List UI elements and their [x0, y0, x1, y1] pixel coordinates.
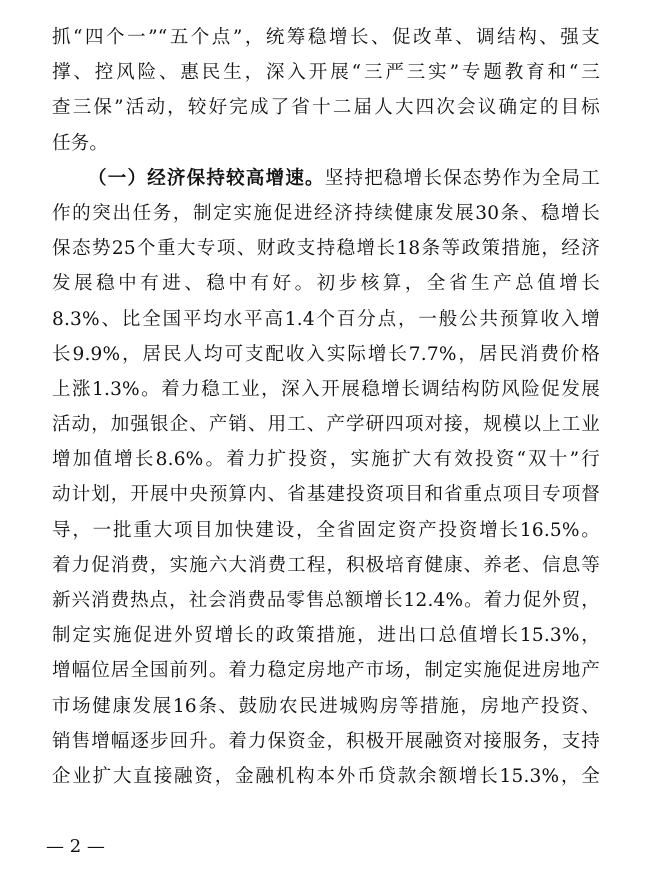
text-line: 新兴消费热点，社会消费品零售总额增长12.4%。着力促外贸， — [52, 590, 600, 611]
section-heading: （一）经济保持较高增速。 — [88, 167, 325, 189]
text-line: 任务。 — [52, 132, 109, 154]
text-line: 动计划，开展中央预算内、省基建投资项目和省重点项目专项督 — [52, 484, 600, 506]
text-line: 抓“四个一”“五个点”，统筹稳增长、促改革、调结构、强支 — [52, 27, 600, 48]
text-line: 制定实施促进外贸增长的政策措施，进出口总值增长15.3%， — [52, 625, 600, 647]
section-first-line-text: 坚持把稳增长保态势作为全局工 — [324, 167, 600, 189]
text-line: 着力促消费，实施六大消费工程，积极培育健康、养老、信息等 — [52, 554, 600, 576]
text-line: 查三保”活动，较好完成了省十二届人大四次会议确定的目标 — [52, 97, 600, 119]
text-line: 增加值增长8.6%。着力扩投资，实施扩大有效投资“双十”行 — [52, 449, 600, 471]
page-number: — 2 — — [46, 836, 105, 857]
text-line: 保态势25个重大专项、财政支持稳增长18条等政策措施，经济 — [52, 238, 600, 260]
text-line: 销售增幅逐步回升。着力保资金，积极开展融资对接服务，支持 — [52, 730, 600, 752]
text-line: 8.3%、比全国平均水平高1.4个百分点，一般公共预算收入增 — [52, 308, 600, 330]
text-line: 导，一批重大项目加快建设，全省固定资产投资增长16.5%。 — [52, 519, 600, 541]
text-line: 发展稳中有进、稳中有好。初步核算，全省生产总值增长 — [52, 273, 600, 295]
text-line: 企业扩大直接融资，金融机构本外币贷款余额增长15.3%，全 — [52, 765, 600, 787]
text-line: 作的突出任务，制定实施促进经济持续健康发展30条、稳增长 — [52, 202, 600, 224]
text-line: 活动，加强银企、产销、用工、产学研四项对接，规模以上工业 — [52, 414, 600, 436]
text-line: 长9.9%，居民人均可支配收入实际增长7.7%，居民消费价格 — [52, 343, 600, 365]
text-line: 市场健康发展16条、鼓励农民进城购房等措施，房地产投资、 — [52, 695, 600, 717]
body-text — [52, 20, 600, 794]
text-line: 上涨1.3%。着力稳工业，深入开展稳增长调结构防风险促发展 — [52, 378, 600, 400]
text-line: 增幅位居全国前列。着力稳定房地产市场，制定实施促进房地产 — [52, 660, 600, 682]
section-first-line — [52, 161, 600, 196]
text-line: 撑、控风险、惠民生，深入开展“三严三实”专题教育和“三 — [52, 62, 600, 84]
